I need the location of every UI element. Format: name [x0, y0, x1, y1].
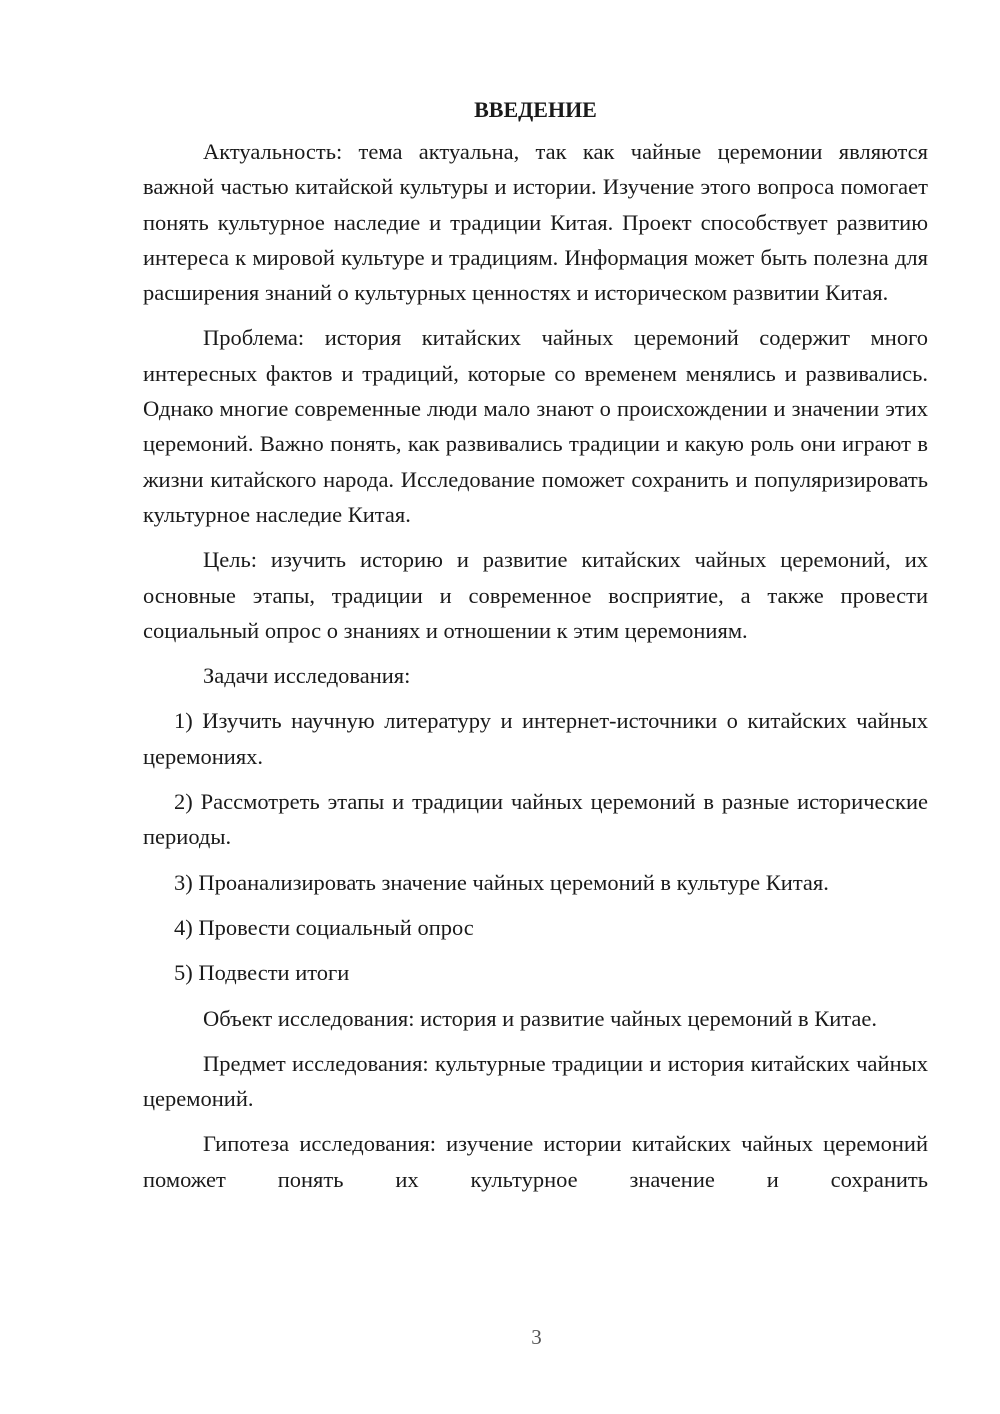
- object-paragraph: Объект исследования: история и развитие чайных церемоний в Китае.: [203, 1005, 878, 1031]
- task-item-5: 5) Подвести итоги: [174, 960, 350, 986]
- task-item-2: 2) Рассмотреть этапы и традиции чайных церемоний в разные исторические периоды.: [143, 789, 928, 850]
- hypothesis-paragraph: Гипотеза исследования: изучение истории китайских чайных церемоний поможет понять их культурное значение и сохранить: [143, 1131, 928, 1192]
- tasks-title: Задачи исследования:: [203, 663, 411, 689]
- problem-paragraph: Проблема: история китайских чайных церемоний содержит много интересных фактов и традиций, которые со временем менялись и развивались. Однако многие современные люди мало знают о происхождении и значении этих церемоний. Важно понять, как развивались традиции и какую роль они играют в жизни китайского народа. Исследование поможет сохранить и популяризировать культурное наследие Китая.: [143, 325, 928, 527]
- page-number: 3: [531, 1325, 542, 1349]
- task-item-4: 4) Провести социальный опрос: [174, 914, 474, 940]
- task-item-1: 1) Изучить научную литературу и интернет-источники о китайских чайных церемониях.: [143, 708, 928, 769]
- section-heading: ВВЕДЕНИЕ: [474, 97, 597, 122]
- document-page: [143, 92, 928, 1207]
- goal-paragraph: Цель: изучить историю и развитие китайских чайных церемоний, их основные этапы, традиции и современное восприятие, а также провести социальный опрос о знаниях и отношении к этим церемониям.: [143, 547, 928, 643]
- task-item-3: 3) Проанализировать значение чайных церемоний в культуре Китая.: [174, 869, 829, 895]
- relevance-paragraph: Актуальность: тема актуальна, так как чайные церемонии являются важной частью китайской культуры и истории. Изучение этого вопроса помогает понять культурное наследие и традиции Китая. Проект способствует развитию интереса к мировой культуре и традициям. Информация может быть полезна для расширения знаний о культурных ценностях и историческом развитии Китая.: [143, 139, 928, 306]
- subject-paragraph: Предмет исследования: культурные традиции и история китайских чайных церемоний.: [143, 1050, 928, 1112]
